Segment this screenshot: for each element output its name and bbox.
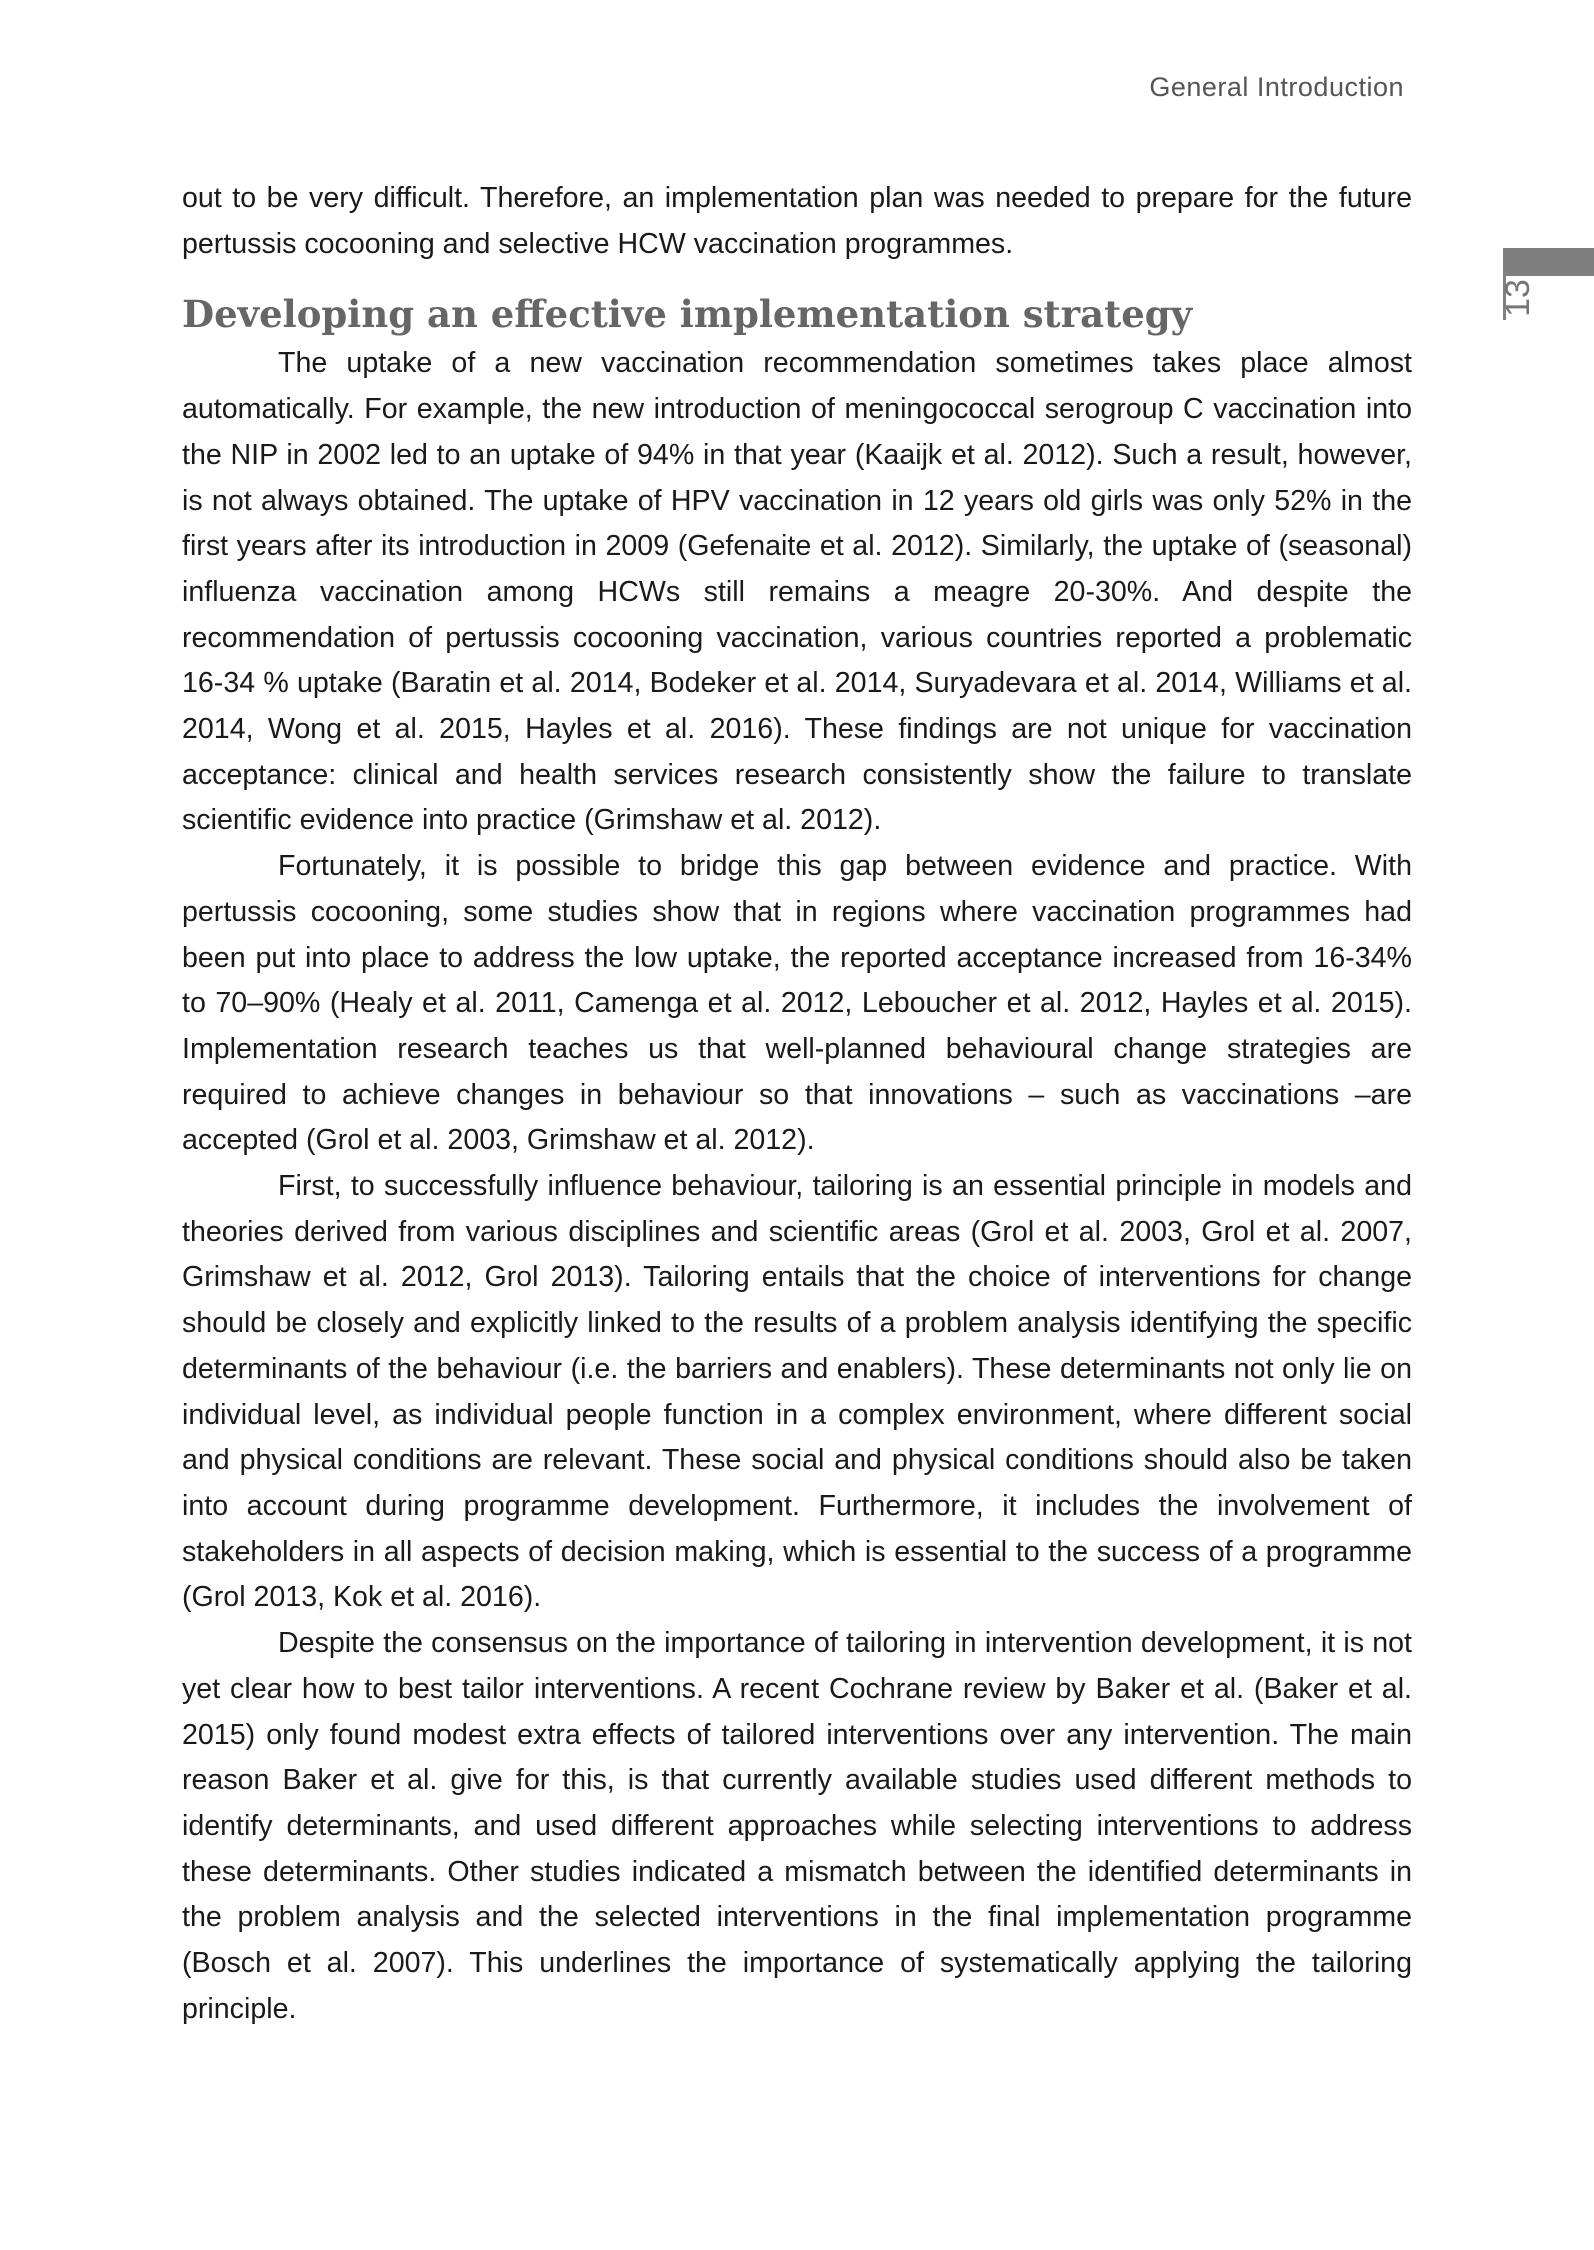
page-content (182, 176, 1412, 2032)
paragraph-uptake: The uptake of a new vaccination recommendation sometimes takes place almost automatically. For example, the new introduction of meningococcal serogroup C vaccination into the NIP in 2002 led to an uptake of 94% in that year (Kaaijk et al. 2012). Such a result, however, is not always obtained. The uptake of HPV vaccination in 12 years old girls was only 52% in the first years after its introduction in 2009 (Gefenaite et al. 2012). Similarly, the uptake of (seasonal) influenza vaccination among HCWs still remains a meagre 20-30%. And despite the recommendation of pertussis cocooning vaccination, various countries reported a problematic 16-34 % uptake (Baratin et al. 2014, Bodeker et al. 2014, Suryadevara et al. 2014, Williams et al. 2014, Wong et al. 2015, Hayles et al. 2016). These findings are not unique for vaccination acceptance: clinical and health services research consistently show the failure to translate scientific evidence into practice (Grimshaw et al. 2012). (182, 347, 1412, 837)
section-heading: Developing an effective implementation strategy (182, 292, 1193, 337)
running-header: General Introduction (1149, 72, 1404, 102)
paragraph-consensus: Despite the consensus on the importance of tailoring in intervention development, it is not yet clear how to best tailor interventions. A recent Cochrane review by Baker et al. (Baker et al. 2015) only found modest extra effects of tailored interventions over any intervention. The main reason Baker et al. give for this, is that currently available studies used different methods to identify determinants, and used different approaches while selecting interventions to address these determinants. Other studies indicated a mismatch between the identified determinants in the problem analysis and the selected interventions in the final implementation programme (Bosch et al. 2007). This underlines the importance of systematically applying the tailoring principle. (182, 1627, 1412, 2025)
paragraph-tailoring: First, to successfully influence behaviour, tailoring is an essential principle in models and theories derived from various disciplines and scientific areas (Grol et al. 2003, Grol et al. 2007, Grimshaw et al. 2012, Grol 2013). Tailoring entails that the choice of interventions for change should be closely and explicitly linked to the results of a problem analysis identifying the specific determinants of the behaviour (i.e. the barriers and enablers). These determinants not only lie on individual level, as individual people function in a complex environment, where different social and physical conditions are relevant. These social and physical conditions should also be taken into account during programme development. Furthermore, it includes the involvement of stakeholders in all aspects of decision making, which is essential to the success of a programme (Grol 2013, Kok et al. 2016). (182, 1170, 1412, 1614)
page-number: 13 (1499, 279, 1537, 317)
intro-paragraph: out to be very difficult. Therefore, an implementation plan was needed to prepare for the future pertussis cocooning and selective HCW vaccination programmes. (182, 182, 1412, 260)
paragraph-bridge-gap: Fortunately, it is possible to bridge this gap between evidence and practice. With pertussis cocooning, some studies show that in regions where vaccination programmes had been put into place to address the low uptake, the reported acceptance increased from 16-34% to 70–90% (Healy et al. 2011, Camenga et al. 2012, Leboucher et al. 2012, Hayles et al. 2015). Implementation research teaches us that well-planned behavioural change strategies are required to achieve changes in behaviour so that innovations – such as vaccinations –are accepted (Grol et al. 2003, Grimshaw et al. 2012). (182, 850, 1412, 1157)
